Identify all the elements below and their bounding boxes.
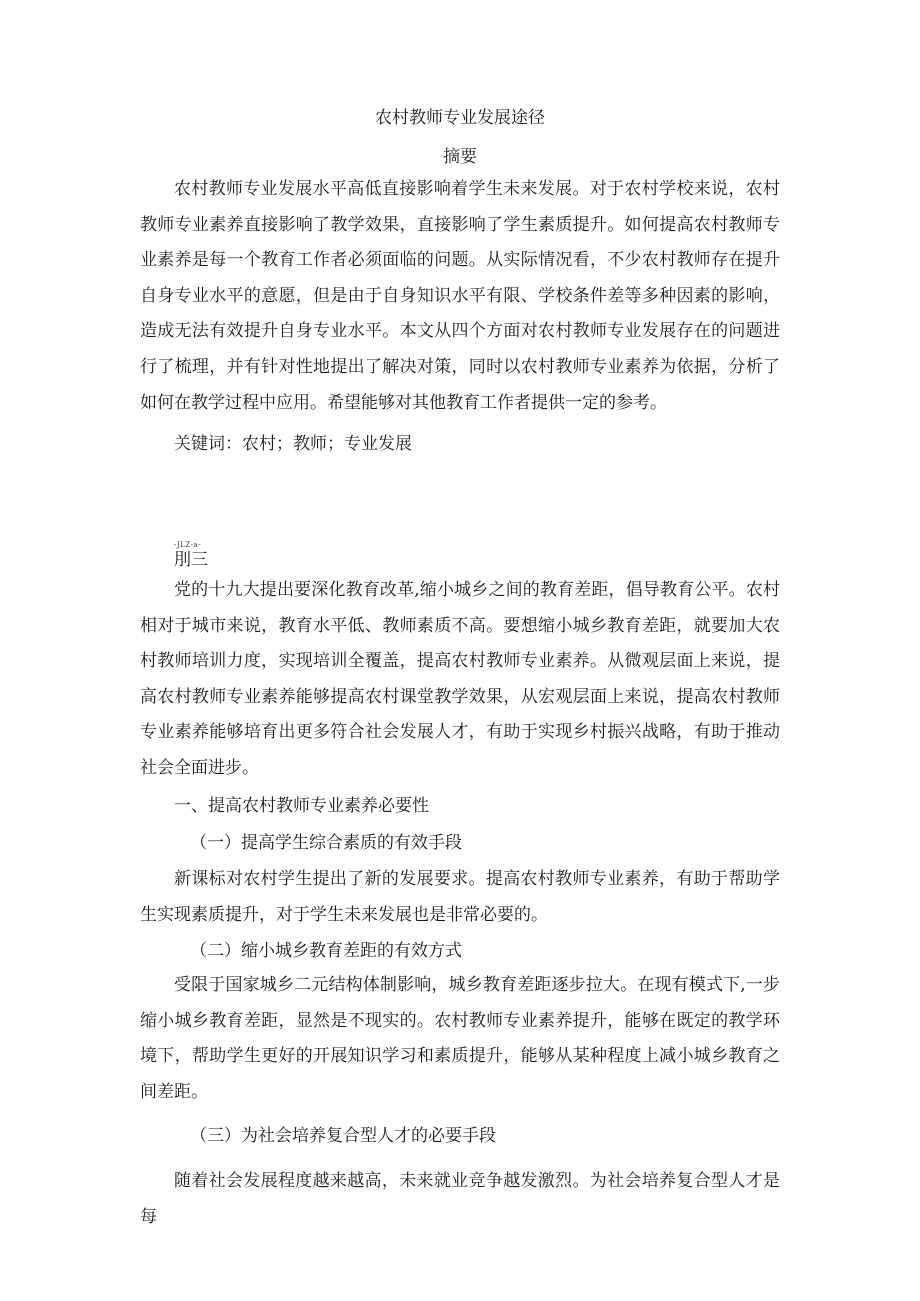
- document-title: 农村教师专业发展途径: [375, 108, 545, 128]
- abstract-heading: 摘要: [443, 147, 477, 167]
- subsection-2-paragraph: 受限于国家城乡二元结构体制影响，城乡教育差距逐步拉大。在现有模式下,一步缩小城乡教育差距，显然是不现实的。农村教师专业素养提升，能够在既定的教学环境下，帮助学生更好的开展知识学习和素质提升，能够从某种程度上减小城乡教育之间差距。: [140, 975, 780, 1102]
- intro-paragraph: 党的十九大提出要深化教育改革,缩小城乡之间的教育差距，倡导教育公平。农村相对于城市来说，教育水平低、教师素质不高。要想缩小城乡教育差距，就要加大农村教师培训力度，实现培训全覆盖，提高农村教师专业素养。从微观层面上来说，提高农村教师专业素养能够提高农村课堂教学效果，从宏观层面上来说，提高农村教师专业素养能够培育出更多符合社会发展人才，有助于实现乡村振兴战略，有助于推动社会全面进步。: [140, 580, 780, 778]
- preface-heading: 刖三: [174, 550, 208, 570]
- keywords-line: 关键词：农村；教师；专业发展: [174, 434, 412, 454]
- subsection-3-heading: （三）为社会培养复合型人才的必要手段: [190, 1126, 496, 1146]
- subsection-1-paragraph: 新课标对农村学生提出了新的发展要求。提高农村教师专业素养，有助于帮助学生实现素质提升，对于学生未来发展也是非常必要的。: [140, 869, 780, 925]
- abstract-paragraph: 农村教师专业发展水平高低直接影响着学生未来发展。对于农村学校来说，农村教师专业素养直接影响了教学效果，直接影响了学生素质提升。如何提高农村教师专业素养是每一个教育工作者必须面临的问题。从实际情况看，不少农村教师存在提升自身专业水平的意愿，但是由于自身知识水平有限、学校条件差等多种因素的影响，造成无法有效提升自身专业水平。本文从四个方面对农村教师专业发展存在的问题进行了梳理，并有针对性地提出了解决对策，同时以农村教师专业素养为依据，分析了如何在教学过程中应用。希望能够对其他教育工作者提供一定的参考。: [140, 179, 780, 413]
- section-1-heading: 一、提高农村教师专业素养必要性: [174, 796, 429, 816]
- subsection-3-paragraph: 随着社会发展程度越来越高，未来就业竞争越发激烈。为社会培养复合型人才是每: [140, 1171, 780, 1227]
- subsection-2-heading: （二）缩小城乡教育差距的有效方式: [190, 941, 462, 961]
- subsection-1-heading: （一）提高学生综合素质的有效手段: [190, 833, 462, 853]
- preface-mark: -JLZ-a-: [174, 541, 202, 549]
